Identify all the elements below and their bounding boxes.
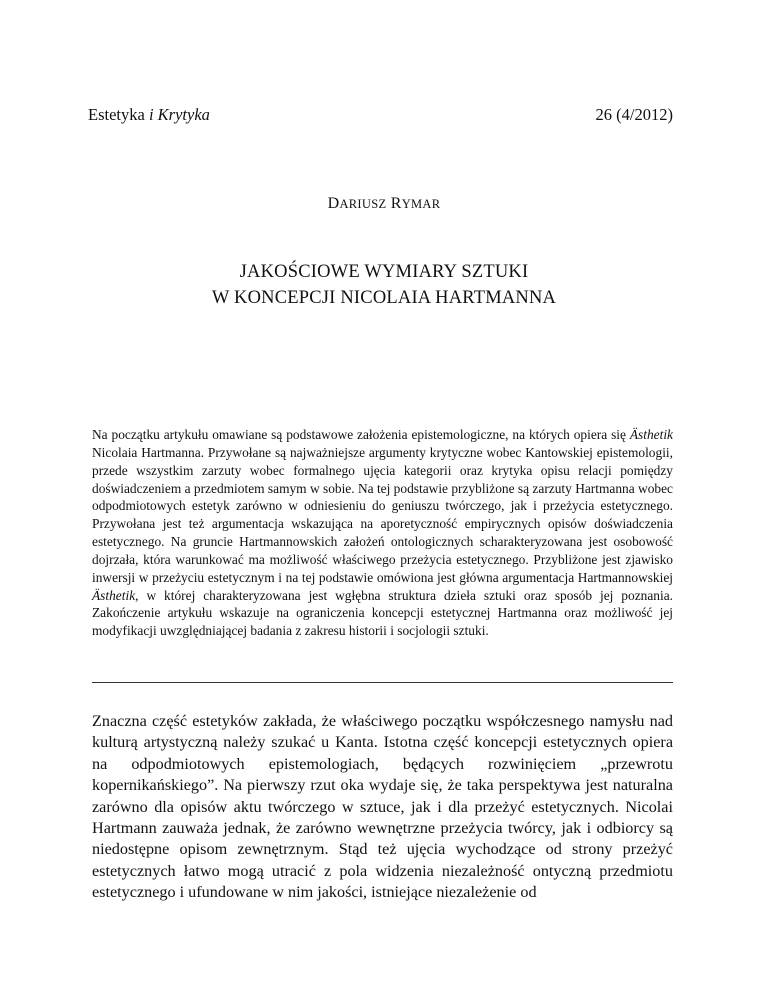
journal-name-krytyka: Krytyka: [157, 105, 210, 124]
title-line-2: W KONCEPCJI NICOLAIA HARTMANNA: [211, 288, 557, 308]
title-line-1: JAKOŚCIOWE WYMIARY SZTUKI: [239, 262, 529, 282]
author-last-initial: R: [390, 195, 402, 212]
abstract-text-3: , w której charakteryzowana jest wgłębna struktura dzieła sztuki oraz sposób jej poznania. Zakończenie artykułu wskazuje na ograniczenia koncepcji estetycznej Hartmanna oraz możliwość jej modyfikacji uwzględniającej badania z zakresu historii i socjologii sztuki.: [92, 587, 673, 639]
journal-name-conjunction: i: [148, 105, 154, 124]
abstract-work-title-2: Ästhetik: [92, 587, 136, 603]
author-name: [0, 195, 768, 213]
body-paragraph: Znaczna część estetyków zakłada, że właściwego początku współczesnego namysłu nad kulturą artystyczną należy szukać u Kanta. Istotna część koncepcji estetycznych opiera na odpodmiotowych epistemologiach, będących rozwinięciem „przewrotu kopernikańskiego”. Na pierwszy rzut oka wydaje się, że taka perspektywa jest naturalna zarówno dla opisów aktu twórczego w sztuce, jak i dla przeżyć estetycznych. Nicolai Hartmann zauważa jednak, że zarówno wewnętrzne przeżycia twórcy, jak i odbiorcy są niedostępne opisom zewnętrznym. Stąd też ujęcia wychodzące od strony przeżyć estetycznych łatwo mogą utracić z pola widzenia niezależność ontyczną przedmiotu estetycznego i ufundowane w nim jakości, istniejące niezależenie od: [92, 712, 673, 902]
abstract-text-2: Nicolaia Hartmanna. Przywołane są najważniejsze argumenty krytyczne wobec Kantowskiej epistemologii, przede wszystkim zarzuty wobec formalnego ujęcia kategorii oraz krytyka opisu relacji pomiędzy doświadczeniem a przedmiotem samym w sobie. Na tej podstawie przybliżone są zarzuty Hartmanna wobec odpodmiotowych estetyk zarówno w odniesieniu do geniuszu twórczego, jak i przeżycia estetycznego. Przywołana jest też argumentacja wskazująca na aporetyczność empirycznych opisów doświadczenia estetycznego. Na gruncie Hartmannowskich założeń ontologicznych scharakteryzowana jest osobowość dojrzała, która warunkować ma możliwość właściwego przeżycia estetycznego. Przybliżone jest zjawisko inwersji w przeżyciu estetycznym i na tej podstawie omówiona jest główna argumentacja Hartmannowskiej: [92, 444, 673, 585]
author-first-rest: ARIUSZ: [339, 197, 387, 211]
author-last-rest: YMAR: [401, 197, 441, 211]
section-divider: [92, 682, 673, 683]
article-title: [0, 259, 768, 311]
journal-title: [88, 105, 210, 125]
abstract-work-title-1: Ästhetik: [629, 427, 673, 442]
journal-name-estetyka: Estetyka: [88, 105, 145, 124]
abstract: [92, 426, 673, 640]
abstract-text-1: Na początku artykułu omawiane są podstawowe założenia epistemologiczne, na których opiera się: [92, 427, 630, 442]
author-first-initial: D: [327, 195, 340, 212]
issue-number: 26 (4/2012): [595, 105, 673, 124]
